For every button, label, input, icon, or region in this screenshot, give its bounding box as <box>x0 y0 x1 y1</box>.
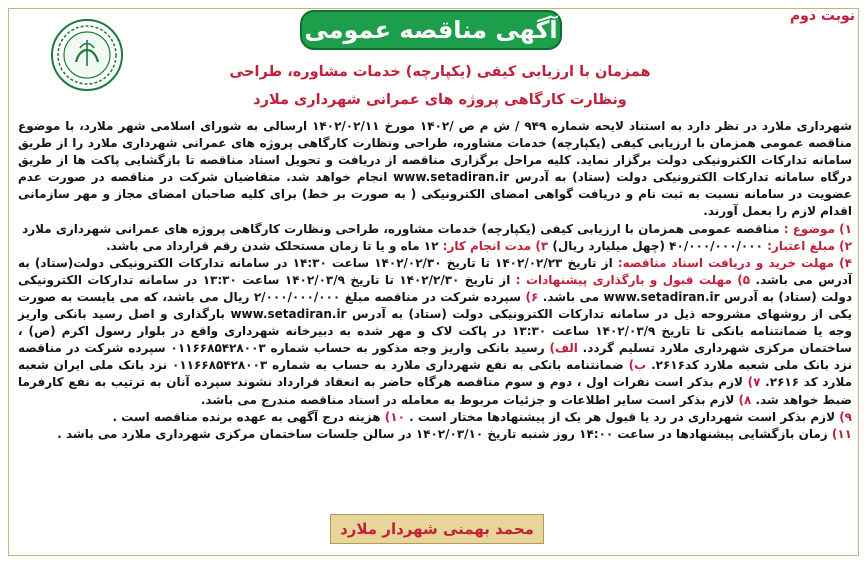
item-4-text: از تاریخ ۱۴۰۲/۰۲/۲۳ تا تاریخ ۱۴۰۲/۰۲/۳۰ ساعت ۱۴:۳۰ در سامانه تدارکات الکترونیکی دولت(ستاد) به آدرس می باشد. <box>18 255 853 287</box>
item-6b-label: ب) <box>628 358 647 373</box>
item-1-label: ۱) موضوع : <box>783 221 852 236</box>
item-10-text: هزینه درج آگهی به عهده برنده مناقصه است . <box>112 409 385 424</box>
item-9-label: ۹) <box>839 409 852 424</box>
item-8-text: لازم بذکر است سایر اطلاعات و جزئیات مربوط به معامله در اسناد مناقصه مندرج می باشد. <box>200 392 739 407</box>
item-5-text: از تاریخ ۱۴۰۲/۲/۳۰ تا تاریخ ۱۴۰۲/۰۳/۹ ساعت ۱۳:۳۰ در سامانه تدارکات الکترونیکی دولت (ستاد) به آدرس www.setadiran.ir می باشد. <box>18 272 853 304</box>
signature-text: محمد بهمنی شهردار ملارد <box>340 520 534 538</box>
item-3-text: ۱۲ ماه و یا تا زمان مستحلک شدن رقم قرارداد می باشد. <box>106 238 443 253</box>
item-2-3 <box>18 238 852 255</box>
malard-municipality-logo-icon <box>50 18 124 92</box>
item-9-text: لازم بذکر است شهرداری در رد یا قبول هر یک از پیشنهادها مختار است . <box>404 409 840 424</box>
item-7-label: ۷) <box>747 375 761 390</box>
item-10-label: ۱۰) <box>384 409 405 424</box>
item-1 <box>18 221 852 238</box>
item-6a-text: رسید بانکی واریز وجه مذکور به حساب شماره ۰۱۱۶۶۸۵۴۲۸۰۰۳ سپرده شرکت در مناقصه نزد بانک ملی شعبه ملارد کد۲۶۱۶. <box>18 341 853 373</box>
item-11-label: ۱۱) <box>831 426 852 441</box>
notice-round-label: نوبت دوم <box>789 8 855 24</box>
item-6a-label: الف) <box>549 341 578 356</box>
notice-subtitle-line2: ونظارت کارگاهی پروژه های عمرانی شهرداری ملارد <box>253 92 627 108</box>
item-4-label: ۴) مهلت خرید و دریافت اسناد مناقصه: <box>617 255 852 270</box>
item-9-10 <box>18 409 852 426</box>
item-4-6 <box>18 255 852 409</box>
item-11-text: زمان بازگشایی پیشنهادها در ساعت ۱۴:۰۰ روز شنبه تاریخ ۱۴۰۲/۰۳/۱۰ در سالن جلسات ساختمان مرکزی شهرداری ملارد می باشد . <box>57 426 832 441</box>
item-7-text: لازم بذکر است نفرات اول ، دوم و سوم مناقصه هرگاه حاضر به انعقاد قرارداد نشوند سپرده آنان به ترتیب به نفع کارفرما ضبط خواهد شد. <box>18 375 852 407</box>
item-3-label: ۳) مدت انجام کار: <box>442 238 549 253</box>
signature-box <box>330 514 544 544</box>
item-6b-text: ضمانتنامه بانکی به نفع شهرداری ملارد به حساب به شماره ۰۱۱۶۶۸۵۴۲۸۰۰۳ نزد بانک ملی ایران شعبه ملارد کد ۲۶۱۶. <box>18 358 852 390</box>
item-6-text: سپرده شرکت در مناقصه مبلغ ۲/۰۰۰/۰۰۰/۰۰۰ ریال می باشد، که می بایست به صورت یکی از روشهای مشروحه ذیل در سامانه تدارکات الکترونیکی دولت (ستاد) به آدرس www.setadiran.ir بارگذاری و اصل رسید بانکی واریز وجه یا ضمانتنامه بانکی تا تاریخ ۱۴۰۲/۰۳/۹ ساعت ۱۳:۳۰ در پاکت لاک و مهر شده به دبیرخانه شهرداری واقع در بلوار رسول اکرم (ص) ، ساختمان مرکزی شهرداری ملارد تسلیم گردد. <box>18 289 852 356</box>
item-6-label: ۶) <box>525 289 539 304</box>
item-11 <box>18 426 852 443</box>
notice-body <box>18 118 852 443</box>
item-8-label: ۸) <box>738 392 752 407</box>
notice-title: آگهی مناقصه عمومی <box>304 16 558 44</box>
item-2-label: ۲) مبلغ اعتبار: <box>767 238 852 253</box>
item-2-text: ۴۰/۰۰۰/۰۰۰/۰۰۰ (چهل میلیارد ریال) <box>548 238 768 253</box>
notice-subtitle-line1: همزمان با ارزیابی کیفی (یکپارچه) خدمات مشاوره، طراحی <box>229 64 651 80</box>
item-1-text: مناقصه عمومی همزمان با ارزیابی کیفی (یکپارچه) خدمات مشاوره، طراحی ونظارت کارگاهی پروژه های عمرانی شهرداری ملارد <box>22 221 784 236</box>
item-5-label: ۵) مهلت قبول و بارگذاری پیشنهادات : <box>515 272 751 287</box>
intro-paragraph: شهرداری ملارد در نظر دارد به استناد لایحه شماره ۹۴۹ / ش م ص /۱۴۰۲ مورخ ۱۴۰۲/۰۲/۱۱ ارسالی به شورای اسلامی شهر ملارد، با موضوع مناقصه عمومی همزمان با ارزیابی کیفی (یکپارچه) خدمات مشاوره، طراحی ونظارت کارگاهی پروژه های عمرانی شهرداری ملارد را از طریق سامانه تدارکات الکترونیکی دولت برگزار نماید. کلیه مراحل برگزاری مناقصه از دریافت و تحویل اسناد مناقصه تا بازگشایی پاکت ها از طریق درگاه سامانه تدارکات الکترونیکی دولت (ستاد) به آدرس www.setadiran.ir انجام خواهد شد. متقاضیان شرکت در مناقصه در صورت عدم عضویت در سامانه نسبت به ثبت نام و دریافت گواهی امضای الکترونیکی ( به صورت بر خط) برای کلیه صاحبان امضای مجاز و مهر سازمانی اقدام لازم را بعمل آورند. <box>18 119 852 219</box>
notice-title-banner <box>300 10 562 50</box>
